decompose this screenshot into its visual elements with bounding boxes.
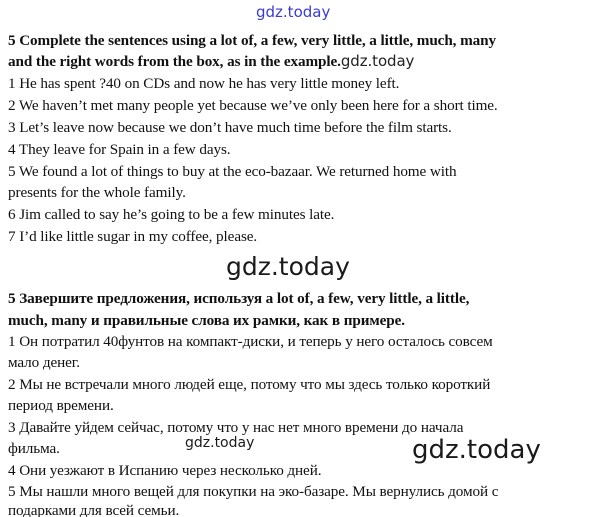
english-line-2: 2 We haven’t met many people yet because we’ve only been here for a short time. (8, 97, 498, 114)
russian-line-9: подарками для всей семьи. (8, 502, 180, 517)
watermark-large: gdz.today (412, 435, 541, 465)
russian-line-3: 2 Мы не встречали много людей еще, потому что мы здесь только короткий (8, 376, 491, 393)
russian-instruction-line-2: much, many и правильные слова их рамки, как в примере. (8, 312, 405, 329)
english-instruction-line-2 (8, 51, 590, 72)
english-instruction-text-2: and the right words from the box, as in the example. (8, 53, 341, 70)
russian-line-2: мало денег. (8, 354, 80, 371)
russian-line-8: 5 Мы нашли много вещей для покупки на эко-базаре. Мы вернулись домой с (8, 483, 499, 500)
english-line-6: presents for the whole family. (8, 184, 186, 201)
english-line-5: 5 We found a lot of things to buy at the eco-bazaar. We returned home with (8, 163, 457, 180)
russian-line-6: фильма. (8, 440, 60, 457)
watermark-top: gdz.today (256, 3, 331, 21)
english-line-3: 3 Let’s leave now because we don’t have much time before the film starts. (8, 119, 452, 136)
russian-line-1: 1 Он потратил 40фунтов на компакт-диски, и теперь у него осталось совсем (8, 333, 493, 350)
watermark-middle: gdz.today (226, 252, 350, 281)
english-line-7: 6 Jim called to say he’s going to be a few minutes late. (8, 206, 335, 223)
english-line-8: 7 I’d like little sugar in my coffee, please. (8, 228, 258, 245)
watermark-inline: gdz.today (340, 52, 415, 70)
russian-line-5: 3 Давайте уйдем сейчас, потому что у нас нет много времени до начала (8, 419, 464, 436)
english-line-1: 1 He has spent ?40 on CDs and now he has very little money left. (8, 75, 400, 92)
watermark-small: gdz.today (185, 435, 255, 451)
russian-line-4: период времени. (8, 397, 114, 414)
russian-instruction-line-1: 5 Завершите предложения, используя a lot of, a few, very little, a little, (8, 290, 470, 307)
english-instruction-line-1: 5 Complete the sentences using a lot of, a few, very little, a little, much, many (8, 32, 496, 49)
english-line-4: 4 They leave for Spain in a few days. (8, 141, 231, 158)
russian-line-7: 4 Они уезжают в Испанию через несколько дней. (8, 462, 322, 479)
